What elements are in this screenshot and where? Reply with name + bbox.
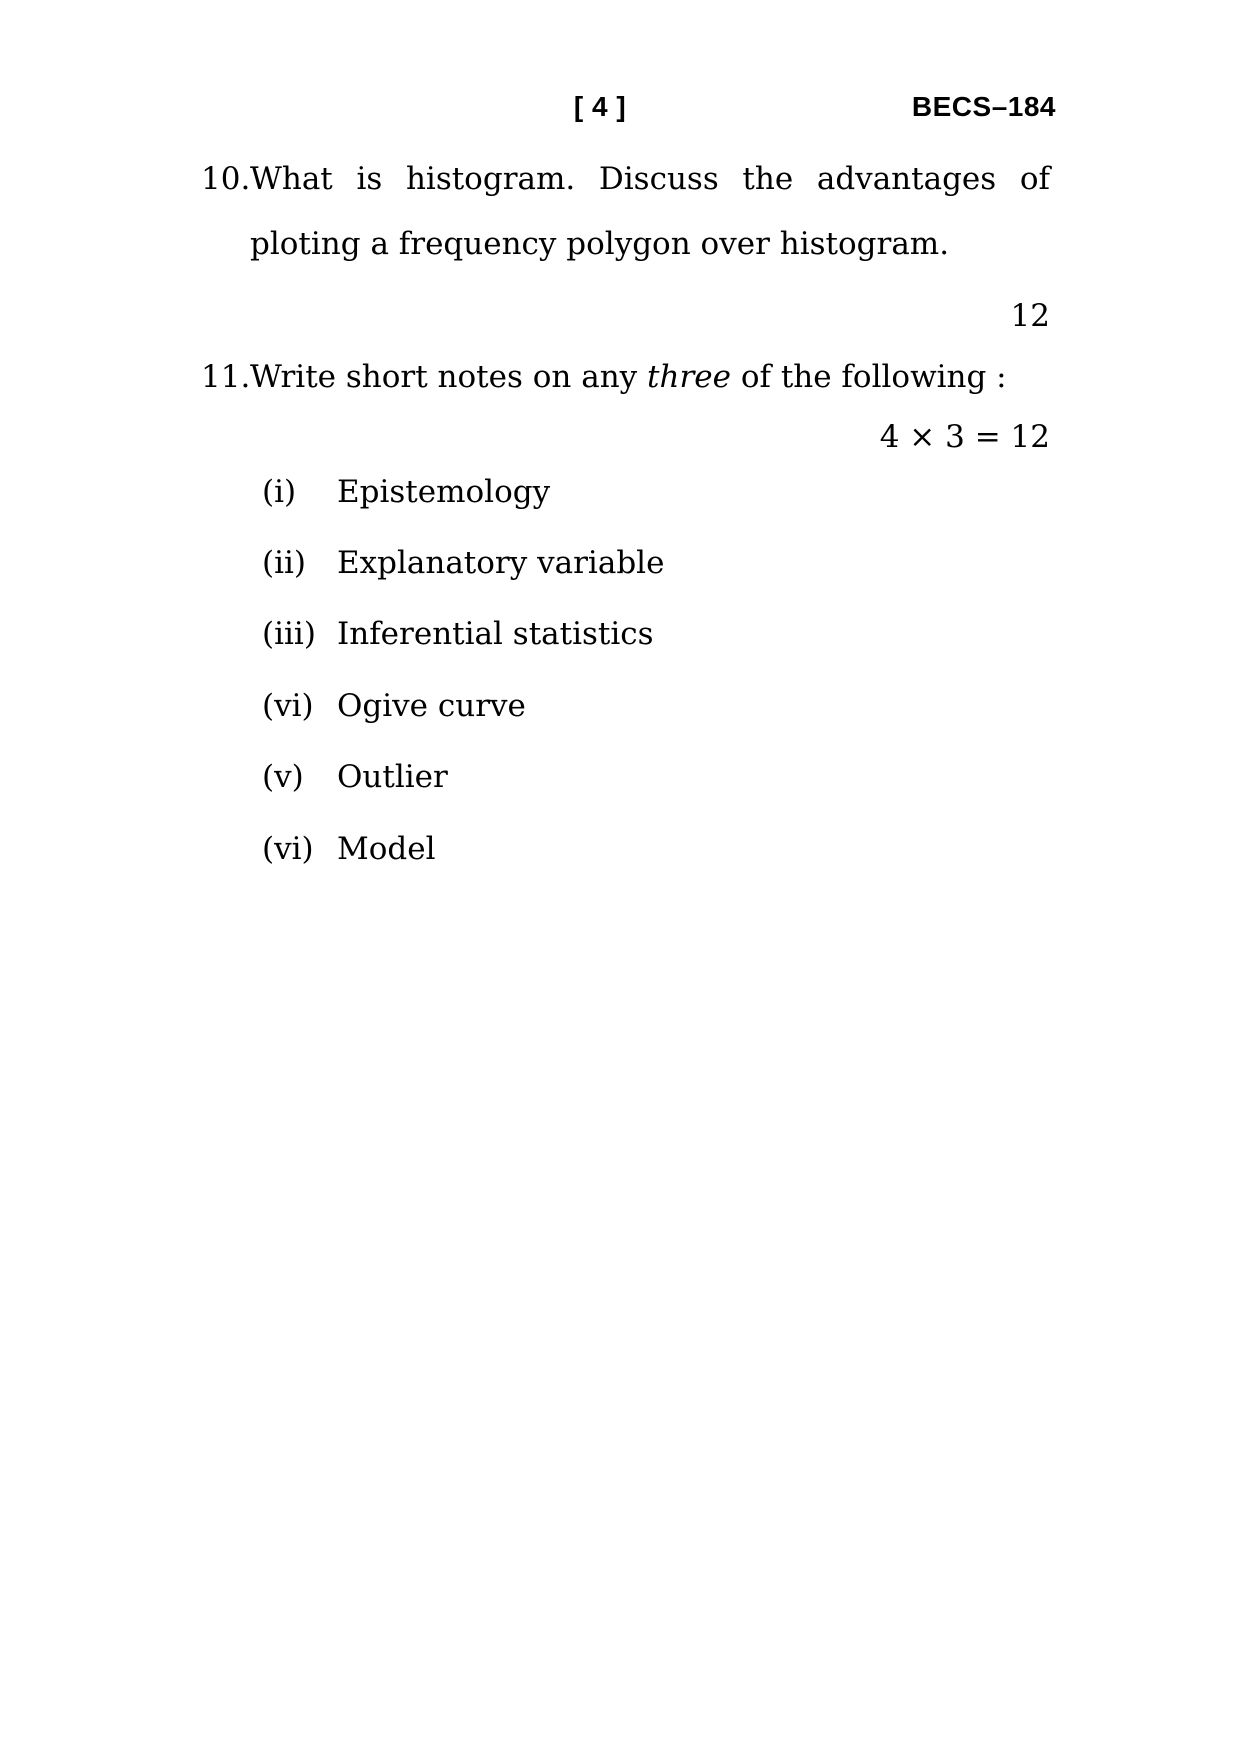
list-item-text: Inferential statistics: [337, 616, 654, 652]
question-11-text: [250, 359, 1007, 395]
question-11-number: 11.: [201, 359, 251, 395]
question-11-text-pre: Write short notes on any: [250, 359, 648, 395]
question-11-text-post: of the following :: [730, 359, 1007, 395]
question-10-marks: 12: [1010, 298, 1050, 334]
list-item: [262, 545, 665, 581]
question-11-text-emphasis: three: [647, 359, 731, 395]
list-item-label: (vi): [262, 688, 314, 724]
list-item: [262, 616, 654, 652]
list-item-label: (i): [262, 474, 297, 510]
question-10-text-line-2: ploting a frequency polygon over histogram.: [250, 226, 950, 262]
question-10-text-line-1: What is histogram. Discuss the advantages of: [250, 161, 1050, 197]
question-11-marks-formula: 4 × 3 = 12: [879, 419, 1050, 455]
list-item-label: (ii): [262, 545, 307, 581]
list-item: [262, 831, 436, 867]
list-item-text: Model: [337, 831, 436, 867]
list-item-label: (vi): [262, 831, 314, 867]
list-item-text: Epistemology: [337, 474, 551, 510]
list-item: [262, 759, 448, 795]
list-item-text: Ogive curve: [337, 688, 526, 724]
course-code: BECS–184: [911, 91, 1056, 122]
page-number: [ 4 ]: [573, 91, 627, 122]
question-10-number: 10.: [201, 161, 251, 197]
list-item: [262, 688, 526, 724]
list-item-label: (iii): [262, 616, 316, 652]
list-item-label: (v): [262, 759, 304, 795]
list-item-text: Explanatory variable: [337, 545, 665, 581]
list-item-text: Outlier: [337, 759, 448, 795]
list-item: [262, 474, 551, 510]
